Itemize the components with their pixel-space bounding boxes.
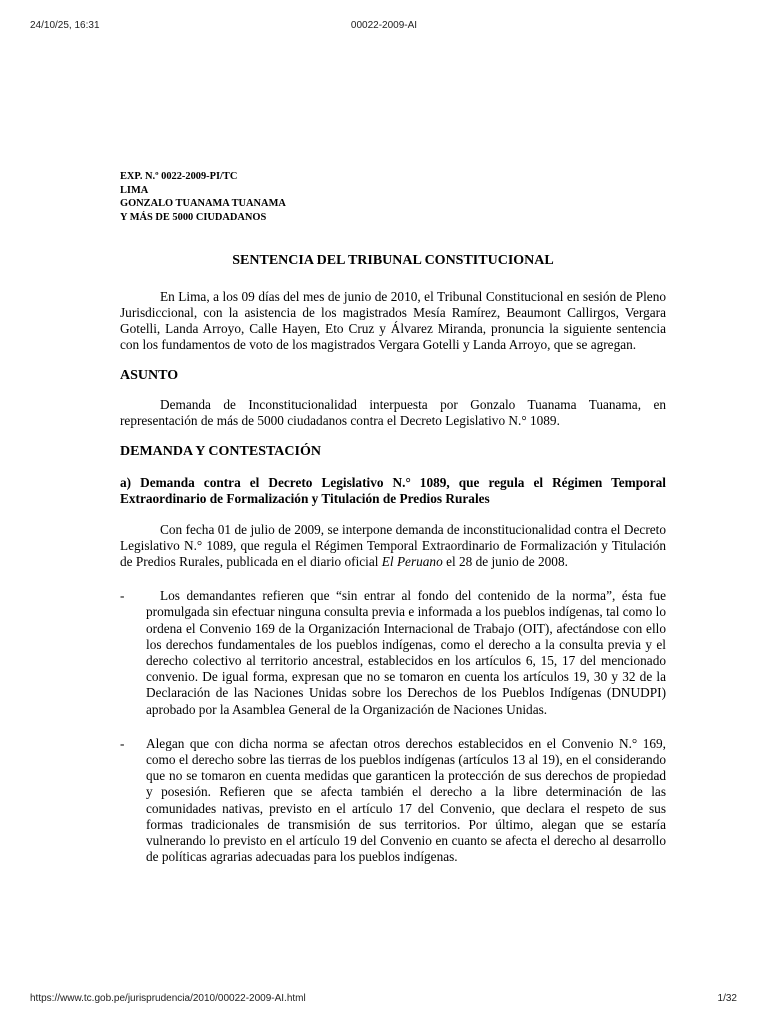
- print-page-number: 1/32: [717, 993, 737, 1004]
- case-header: [120, 170, 666, 224]
- case-number: EXP. N.º 0022-2009-PI/TC: [120, 171, 238, 182]
- asunto-paragraph: Demanda de Inconstitucionalidad interpuesta por Gonzalo Tuanama Tuanama, en representación de más de 5000 ciudadanos contra el Decreto Legislativo N.° 1089.: [120, 396, 666, 428]
- bullet-item: [120, 736, 666, 866]
- demanda-paragraph-end: el 28 de junio de 2008.: [446, 554, 568, 570]
- print-footer: [0, 993, 768, 1007]
- print-datetime: 24/10/25, 16:31: [30, 20, 100, 31]
- bullet-text-content: Los demandantes refieren que “sin entrar al fondo del contenido de la norma”, ésta fue promulgada sin efectuar ninguna consulta previa e informada a los pueblos indígenas, tal como lo ordena el Convenio 169 de la Organización Internacional de Trabajo (OIT), afectándose con ello los derechos fundamentales de los pueblos indígenas, como el derecho a la consulta previa y el derecho colectivo al territorio ancestral, establecidos en los artículos 6, 15, 17 del mencionado convenio. De igual forma, expresan que no se tomaron en cuenta los artículos 19, 30 y 32 de la Declaración de las Naciones Unidas sobre los Derechos de los Pueblos Indígenas (DNUDPI) aprobado por la Asamblea General de la Organización de Naciones Unidas.: [146, 588, 666, 717]
- newspaper-name: El Peruano: [381, 554, 443, 570]
- bullet-item: [120, 588, 666, 718]
- bullet-text: [120, 588, 666, 718]
- document-title: SENTENCIA DEL TRIBUNAL CONSTITUCIONAL: [232, 253, 554, 269]
- case-city: LIMA: [120, 184, 149, 196]
- demanda-subheading: a) Demanda contra el Decreto Legislativo N.° 1089, que regula el Régimen Temporal Extraordinario de Formalización y Titulación de Predios Rurales: [120, 475, 666, 507]
- case-plaintiff: GONZALO TUANAMA TUANAMA: [120, 198, 286, 210]
- bullet-text: [120, 736, 666, 866]
- document-body: [120, 170, 666, 865]
- demanda-paragraph-start: Con fecha 01 de julio de 2009, se interpone demanda de inconstitucionalidad contra el Decreto Legislativo N.° 1089, que regula el Régimen Temporal Extraordinario de Formalización y Titulación de Predios Rurales, publicada en el diario oficial: [120, 521, 666, 570]
- demanda-heading: DEMANDA Y CONTESTACIÓN: [120, 444, 321, 459]
- asunto-heading: ASUNTO: [120, 368, 179, 384]
- print-url: https://www.tc.gob.pe/jurisprudencia/2010/00022-2009-AI.html: [30, 993, 306, 1004]
- bullet-text-content: Alegan que con dicha norma se afectan otros derechos establecidos en el Convenio N.° 169, como el derecho sobre las tierras de los pueblos indígenas (artículos 13 al 19), en el considerando que no se tomaron en cuenta medidas que garanticen la protección de sus derechos de propiedad y posesión. Refieren que se afecta también el derecho a la libre determinación de las comunidades nativas, previsto en el artículo 17 del Convenio, que declara el respeto de sus formas tradicionales de transmisión de sus territorios. Por último, alegan que se estaría vulnerando lo previsto en el artículo 19 del Convenio en cuanto se afecta el derecho al desarrollo de políticas agrarias adecuadas para los pueblos indígenas.: [146, 735, 666, 865]
- bullet-dash: -: [120, 588, 125, 604]
- print-doc-title: 00022-2009-AI: [350, 20, 418, 31]
- case-plaintiff-extra: Y MÁS DE 5000 CIUDADANOS: [120, 211, 267, 223]
- intro-paragraph: En Lima, a los 09 días del mes de junio de 2010, el Tribunal Constitucional en sesión de Pleno Jurisdiccional, con la asistencia de los magistrados Mesía Ramírez, Beaumont Callirgos, Vergara Gotelli, Landa Arroyo, Calle Hayen, Eto Cruz y Álvarez Miranda, pronuncia la siguiente sentencia con los fundamentos de voto de los magistrados Vergara Gotelli y Landa Arroyo, que se agregan.: [120, 288, 666, 353]
- demanda-paragraph: [120, 522, 666, 571]
- bullet-dash: -: [120, 735, 125, 751]
- print-header: [0, 20, 768, 34]
